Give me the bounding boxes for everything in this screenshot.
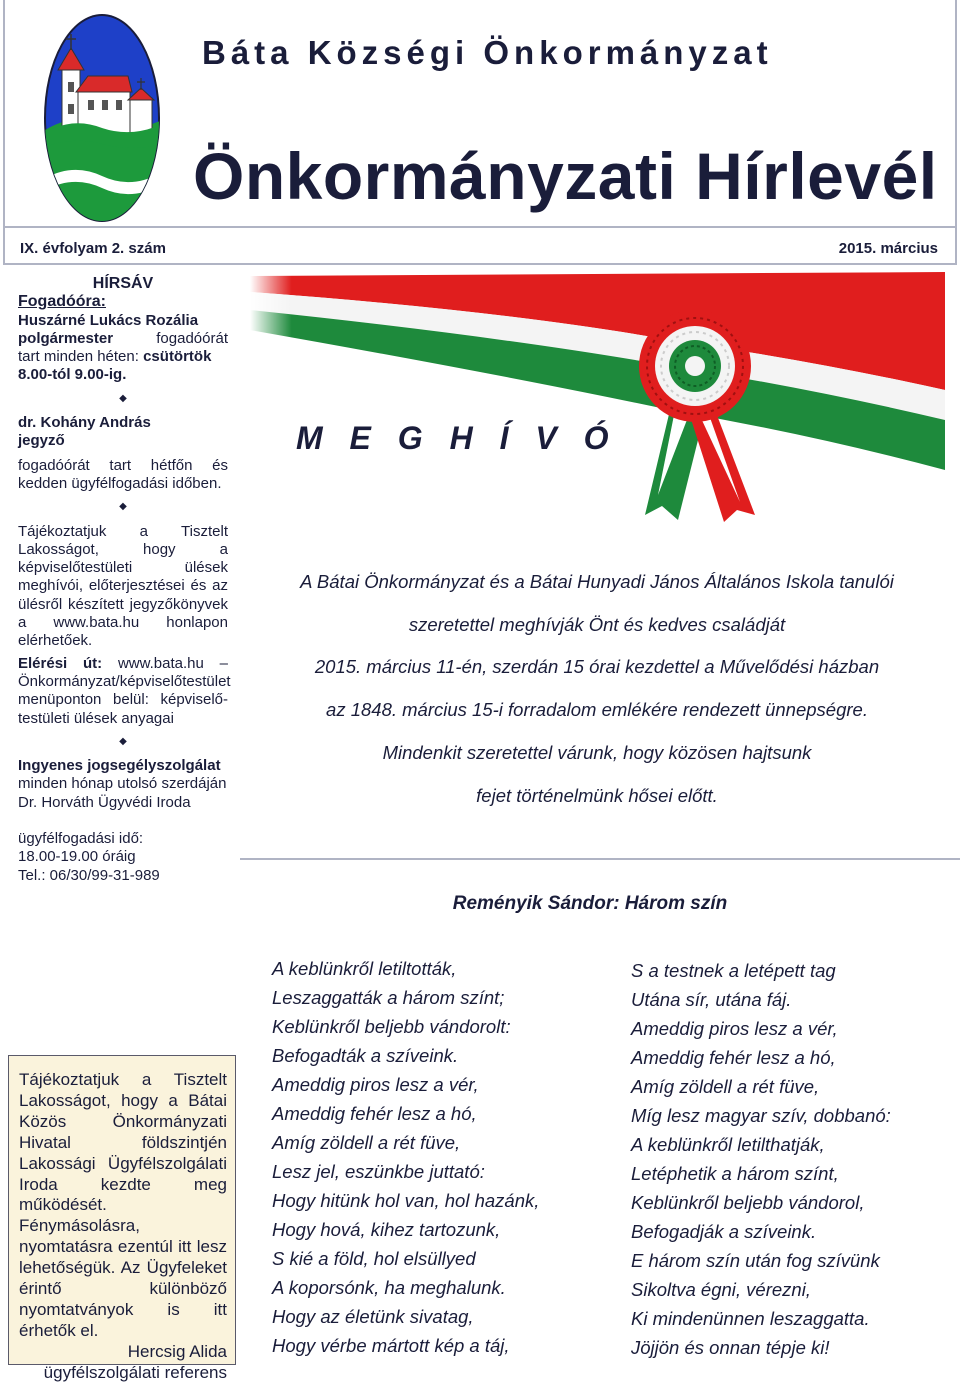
mayor-text1: fogadóórát	[156, 329, 228, 347]
invitation-line: 2015. március 11-én, szerdán 15 órai kezdettel a Művelődési házban	[314, 656, 880, 678]
notary-role: jegyző	[18, 432, 65, 450]
poem-line: Hogy hová, kihez tartozunk,	[272, 1219, 501, 1240]
organization-name: Báta Községi Önkormányzat	[202, 34, 773, 71]
invitation-line: Mindenkit szeretettel várunk, hogy közösen hajtsunk	[382, 741, 812, 763]
poem-line: Míg lesz magyar szív, dobbanó:	[631, 1105, 891, 1126]
section-divider	[240, 858, 960, 860]
poem-line: Jöjjön és onnan tépje ki!	[631, 1337, 830, 1358]
poem-line: Lesz jel, eszünkbe juttató:	[272, 1161, 485, 1182]
poem-line: Ameddig fehér lesz a hó,	[631, 1047, 836, 1068]
poem-line: A keblünkről letilthatják,	[631, 1134, 825, 1155]
access-label: Elérési út:	[18, 654, 103, 672]
info-text: Tájékoztatjuk a Tisztelt Lakosságot, hogy a képviselőtestületi ülések meghívói, előterjesztései és az ülésről készített jegyzőkönyvek a www.bata.hu honlapon elérhetőek.	[18, 522, 228, 650]
invitation-heading: M E G H Í V Ó	[296, 420, 618, 456]
masthead-rule-bottom	[3, 263, 957, 265]
diamond-icon: ◆	[119, 392, 127, 404]
legal-hours: 18.00-19.00 óráig	[18, 848, 136, 866]
poem-line: Befogadják a szíveink.	[631, 1221, 817, 1242]
poem-line: Utána sír, utána fáj.	[631, 989, 792, 1010]
legal-aid-title: Ingyenes jogsegélyszolgálat	[18, 757, 221, 775]
notice-signer-role: ügyfélszolgálati referens	[43, 1362, 227, 1382]
newsletter-title: Önkormányzati Hírlevél	[193, 139, 938, 213]
masthead-rule-top	[3, 226, 957, 228]
notice-text: Tájékoztatjuk a Tisztelt Lakosságot, hogy a Bátai Közös Önkormányzati Hivatal földszintjén Lakossági Ügyfélszolgálati Iroda kezdte meg működését. Fénymásolásra, nyomtatásra ezentúl itt lesz lehetőségük. Az Ügyfeleket érintő különböző nyomtatványok is itt érhetők el.	[19, 1070, 227, 1340]
poem-line: S a testnek a letépett tag	[631, 960, 836, 981]
poem-line: E három szín után fog szívünk	[631, 1250, 880, 1271]
poem-line: Hogy az életünk sivatag,	[272, 1306, 474, 1327]
mayor-text2: tart minden héten:	[18, 348, 139, 366]
poem-line: Letéphetik a három színt,	[631, 1163, 839, 1184]
poem-line: Hogy vérbe mártott kép a táj,	[272, 1335, 510, 1356]
poem-line: A keblünkről letiltották,	[272, 958, 457, 979]
customer-service-notice	[8, 1055, 236, 1382]
access-info	[18, 654, 231, 728]
notice-signer: Hercsig Alida	[127, 1341, 227, 1361]
invitation-line: fejet történelmünk hősei előtt.	[476, 784, 718, 806]
access-text: www.bata.hu – Önkormányzat/képviselőtestület menüponton belül: képviselő-testületi ülések anyagai	[18, 654, 231, 727]
poem-column-left	[272, 954, 539, 1360]
poem-line: Ameddig piros lesz a vér,	[631, 1018, 838, 1039]
invitation-line: szeretettel meghívják Önt és kedves családját	[408, 613, 786, 635]
diamond-icon: ◆	[119, 735, 127, 747]
mayor-hours: 8.00-tól 9.00-ig.	[18, 366, 127, 384]
mayor-role-line	[18, 330, 228, 348]
sidebar-heading: HÍRSÁV	[92, 275, 154, 292]
diamond-icon: ◆	[119, 501, 127, 513]
poem-line: Befogadták a szíveink.	[272, 1045, 459, 1066]
poem-line: Ameddig piros lesz a vér,	[272, 1074, 479, 1095]
poem-line: Hogy hitünk hol van, hol hazánk,	[272, 1190, 540, 1211]
cockade-ribbon-icon	[250, 270, 945, 530]
news-sidebar	[18, 275, 231, 885]
poem-line: S kié a föld, hol elsüllyed	[272, 1248, 476, 1269]
poem-line: Ki mindenünnen leszaggatta.	[631, 1308, 870, 1329]
notary-name: dr. Kohány András	[18, 414, 151, 432]
mayor-role: polgármester	[18, 329, 114, 347]
coat-of-arms-icon	[42, 12, 162, 224]
mayor-name: Huszárné Lukács Rozália	[18, 311, 199, 329]
legal-phone: Tel.: 06/30/99-31-989	[18, 866, 160, 884]
poem-line: Keblünkről beljebb vándorolt:	[272, 1016, 511, 1037]
legal-hours-label: ügyfélfogadási idő:	[18, 830, 144, 848]
notary-text: fogadóórát tart hétfőn és kedden ügyfélfogadási időben.	[18, 456, 228, 492]
invitation-text	[262, 561, 932, 817]
poem-column-right	[631, 956, 891, 1362]
poem-line: Amíg zöldell a rét füve,	[272, 1132, 461, 1153]
issue-number: IX. évfolyam 2. szám	[20, 240, 166, 257]
legal-aid-text: minden hónap utolsó szerdáján	[18, 775, 227, 793]
reception-title: Fogadóóra:	[18, 293, 106, 311]
poem-line: A koporsónk, ha meghalunk.	[272, 1277, 506, 1298]
mayor-day: csütörtök	[143, 348, 212, 366]
issue-date: 2015. március	[838, 240, 938, 257]
poem-title: Reményik Sándor: Három szín	[452, 893, 728, 914]
mayor-schedule	[18, 348, 228, 366]
poem-line: Amíg zöldell a rét füve,	[631, 1076, 820, 1097]
poem-line: Keblünkről beljebb vándorol,	[631, 1192, 865, 1213]
poem-line: Sikoltva égni, vérezni,	[631, 1279, 811, 1300]
invitation-line: A Bátai Önkormányzat és a Bátai Hunyadi János Általános Iskola tanulói	[300, 571, 894, 592]
invitation-line: az 1848. március 15-i forradalom emlékére rendezett ünnepségre.	[326, 699, 868, 721]
poem-line: Leszaggatták a három színt;	[272, 987, 505, 1008]
poem-line: Ameddig fehér lesz a hó,	[272, 1103, 477, 1124]
legal-aid-office: Dr. Horváth Ügyvédi Iroda	[18, 793, 191, 811]
